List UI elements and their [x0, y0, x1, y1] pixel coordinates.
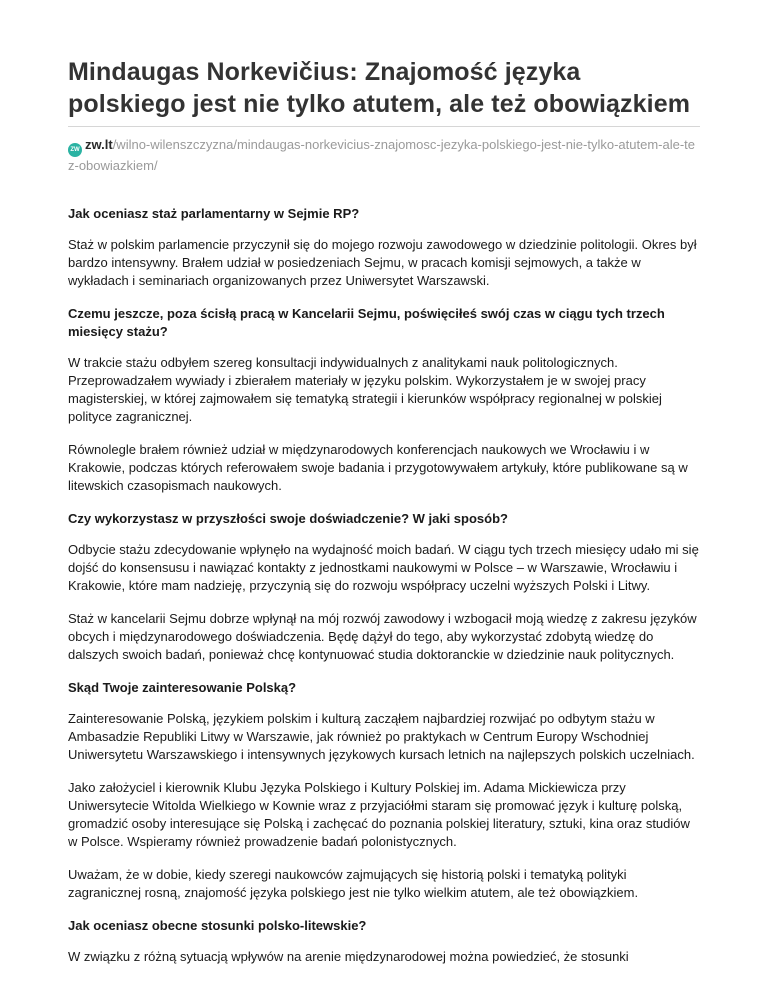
article-title: Mindaugas Norkevičius: Znajomość języka polskiego jest nie tylko atutem, ale też obowiązkiem: [68, 58, 691, 118]
source-logo-icon: ZW: [68, 143, 82, 157]
answer-paragraph: Staż w kancelarii Sejmu dobrze wpłynął na mój rozwój zawodowy i wzbogacił moją wiedzę z zakresu języków obcych i międzynarodowego doświadczenia. Będę dążył do tego, aby wykorzystać zdobytą wiedzę do dalszych swoich badań, ponieważ chcę kontynuować studia doktoranckie w dziedzinie nauk politycznych.: [68, 611, 697, 662]
answer-paragraph: Zainteresowanie Polską, językiem polskim i kulturą zacząłem najbardziej rozwijać po odbytym stażu w Ambasadzie Republiki Litwy w Warszawie, jak również po praktykach w Centrum Europy Wschodniej Uniwersytetu Warszawskiego i intensywnych językowych kursach letnich na najlepszych polskich uczelniach.: [68, 711, 695, 762]
question-heading: Jak oceniasz staż parlamentarny w Sejmie RP?: [68, 206, 360, 221]
question-heading: Jak oceniasz obecne stosunki polsko-litewskie?: [68, 918, 367, 933]
answer-paragraph: Równolegle brałem również udział w międzynarodowych konferencjach naukowych we Wrocławiu i w Krakowie, podczas których referowałem swoje badania i przygotowywałem artykuły, które publikowane są w litewskich czasopismach naukowych.: [68, 442, 688, 493]
answer-paragraph: Jako założyciel i kierownik Klubu Języka Polskiego i Kultury Polskiej im. Adama Mickiewicza przy Uniwersytecie Witolda Wielkiego w Kownie wraz z przyjaciółmi staram się promować język i kulturę polską, gromadzić osoby interesujące się Polską i zachęcać do poznania polskiej literatury, sztuki, kina oraz studiów w Polsce. Wspieramy również prowadzenie badań polonistycznych.: [68, 780, 690, 849]
article-body: [68, 205, 700, 966]
source-path-link[interactable]: /wilno-wilenszczyzna/mindaugas-norkevicius-znajomosc-jezyka-polskiego-jest-nie-tylko-atutem-ale-tez-obowiazkiem/: [68, 137, 696, 173]
source-domain-link[interactable]: zw.lt: [85, 137, 113, 152]
question-heading: Czy wykorzystasz w przyszłości swoje doświadczenie? W jaki sposób?: [68, 511, 508, 526]
answer-paragraph: Odbycie stażu zdecydowanie wpłynęło na wydajność moich badań. W ciągu tych trzech miesięcy udało mi się dojść do konsensusu i nawiązać kontakty z jednostkami naukowymi w Polsce – w Warszawie, Wrocławiu i Krakowie, które mam nadzieję, przyczynią się do rozwoju współpracy uczelni wyższych Polski i Litwy.: [68, 542, 699, 593]
answer-paragraph: Staż w polskim parlamencie przyczynił się do mojego rozwoju zawodowego w dziedzinie politologii. Okres był bardzo intensywny. Brałem udział w posiedzeniach Sejmu, w pracach komisji sejmowych, a także w wykładach i seminariach organizowanych przez Uniwersytet Warszawski.: [68, 237, 697, 288]
answer-paragraph: W trakcie stażu odbyłem szereg konsultacji indywidualnych z analitykami nauk politologicznych. Przeprowadzałem wywiady i zbierałem materiały w języku polskim. Wykorzystałem je w swojej pracy magisterskiej, w której zajmowałem się tematyką strategii i kierunków współpracy regionalnej w polskiej polityce zagranicznej.: [68, 355, 662, 424]
question-heading: Skąd Twoje zainteresowanie Polską?: [68, 680, 297, 695]
source-line: [68, 136, 700, 175]
answer-paragraph: Uważam, że w dobie, kiedy szeregi naukowców zajmujących się historią polski i tematyką polityki zagranicznej rosną, znajomość języka polskiego jest nie tylko wielkim atutem, ale też obowiązkiem.: [68, 867, 639, 900]
title-divider: [68, 126, 700, 127]
question-heading: Czemu jeszcze, poza ścisłą pracą w Kancelarii Sejmu, poświęciłeś swój czas w ciągu tych trzech miesięcy stażu?: [68, 306, 665, 339]
answer-paragraph: W związku z różną sytuacją wpływów na arenie międzynarodowej można powiedzieć, że stosunki: [68, 949, 629, 964]
